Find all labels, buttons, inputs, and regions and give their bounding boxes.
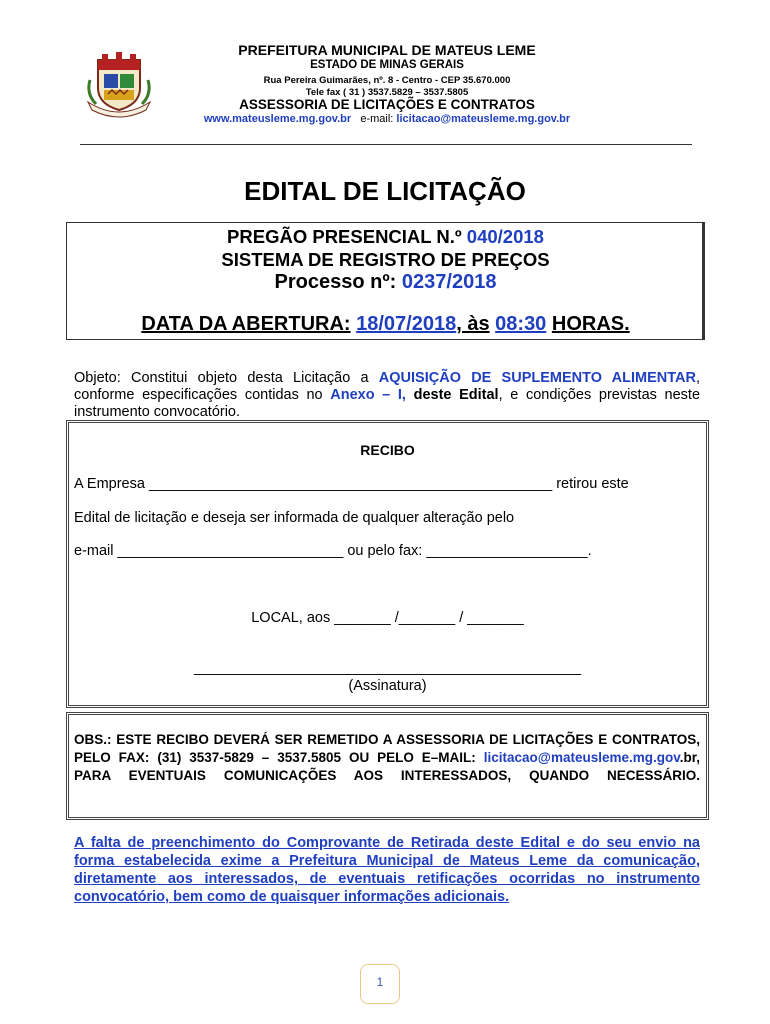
processo-line	[66, 271, 705, 294]
abertura-mid: , às	[456, 313, 490, 335]
aviso-paragraph: A falta de preenchimento do Comprovante de Retirada deste Edital e do seu envio na forma estabelecida exime a Prefeitura Municipal de Mateus Leme da comunicação, diretamente aos interessados, de eventuais retificações ocorridas no instrumento convocatório, bem como de quaisquer informações adicionais.	[74, 835, 700, 905]
objeto-highlight: AQUISIÇÃO DE SUPLEMENTO ALIMENTAR	[378, 370, 696, 386]
recibo-local: LOCAL, aos _______ /_______ / _______	[251, 610, 524, 626]
header-phone: Tele fax ( 31 ) 3537.5829 – 3537.5805	[305, 87, 469, 98]
signature-line: ________________________________________________	[193, 660, 582, 676]
abertura-date: 18/07/2018	[356, 313, 457, 335]
objeto-text-1: Objeto: Constitui objeto desta Licitação a	[74, 370, 369, 386]
abertura-line	[66, 313, 705, 336]
pregao-label: PREGÃO PRESENCIAL N.º	[227, 226, 462, 247]
email-link[interactable]: licitacao@mateusleme.mg.gov.br	[396, 113, 571, 125]
recibo-edital: Edital de licitação e deseja ser informada de qualquer alteração pelo	[74, 510, 515, 526]
header-municipality: PREFEITURA MUNICIPAL DE MATEUS LEME	[238, 42, 536, 58]
assinatura-label: (Assinatura)	[348, 678, 427, 694]
email-label: e-mail:	[360, 113, 394, 125]
processo-number: 0237/2018	[401, 271, 497, 293]
obs-email-link[interactable]: licitacao@mateusleme.mg.gov	[483, 750, 680, 765]
objeto-paragraph	[74, 370, 700, 421]
obs-text-2: .br, PARA EVENTUAIS COMUNICAÇÕES AOS INTERESSADOS, QUANDO NECESSÁRIO.	[74, 750, 700, 783]
recibo-title: RECIBO	[360, 442, 415, 458]
abertura-label: DATA DA ABERTURA:	[141, 313, 351, 335]
header-state: ESTADO DE MINAS GERAIS	[310, 59, 464, 71]
abertura-time: 08:30	[495, 313, 547, 335]
header-divider	[80, 144, 692, 145]
recibo-email-line: e-mail ____________________________ ou pelo fax: ____________________.	[74, 543, 592, 559]
header-department: ASSESSORIA DE LICITAÇÕES E CONTRATOS	[239, 97, 535, 112]
header-address: Rua Pereira Guimarães, nº. 8 - Centro - CEP 35.670.000	[263, 75, 511, 86]
page-number: 1	[360, 964, 400, 1004]
municipal-coat-of-arms-icon	[84, 50, 154, 120]
objeto-anexo: Anexo – I,	[330, 387, 406, 403]
objeto-text-3: , e condições previstas neste instrumento convocatório.	[74, 387, 701, 420]
obs-text-1: OBS.: ESTE RECIBO DEVERÁ SER REMETIDO A ASSESSORIA DE LICITAÇÕES E CONTRATOS, PELO FAX: (31) 3537-5829 – 3537.5805 OU PELO E–MAIL:	[74, 732, 700, 765]
header-contacts	[150, 113, 624, 125]
obs-paragraph	[74, 731, 700, 785]
recibo-empresa: A Empresa __________________________________________________ retirou este	[74, 476, 629, 492]
sistema-line: SISTEMA DE REGISTRO DE PREÇOS	[221, 249, 550, 270]
website-link[interactable]: www.mateusleme.mg.gov.br	[203, 113, 352, 125]
pregao-line	[66, 226, 705, 248]
pregao-number: 040/2018	[466, 226, 544, 247]
abertura-end: HORAS.	[551, 313, 630, 335]
objeto-text-2: , conforme especificações contidas no	[74, 370, 701, 403]
processo-label: Processo nº:	[274, 271, 397, 293]
objeto-deste: deste Edital	[413, 387, 499, 403]
page-title: EDITAL DE LICITAÇÃO	[244, 176, 526, 206]
